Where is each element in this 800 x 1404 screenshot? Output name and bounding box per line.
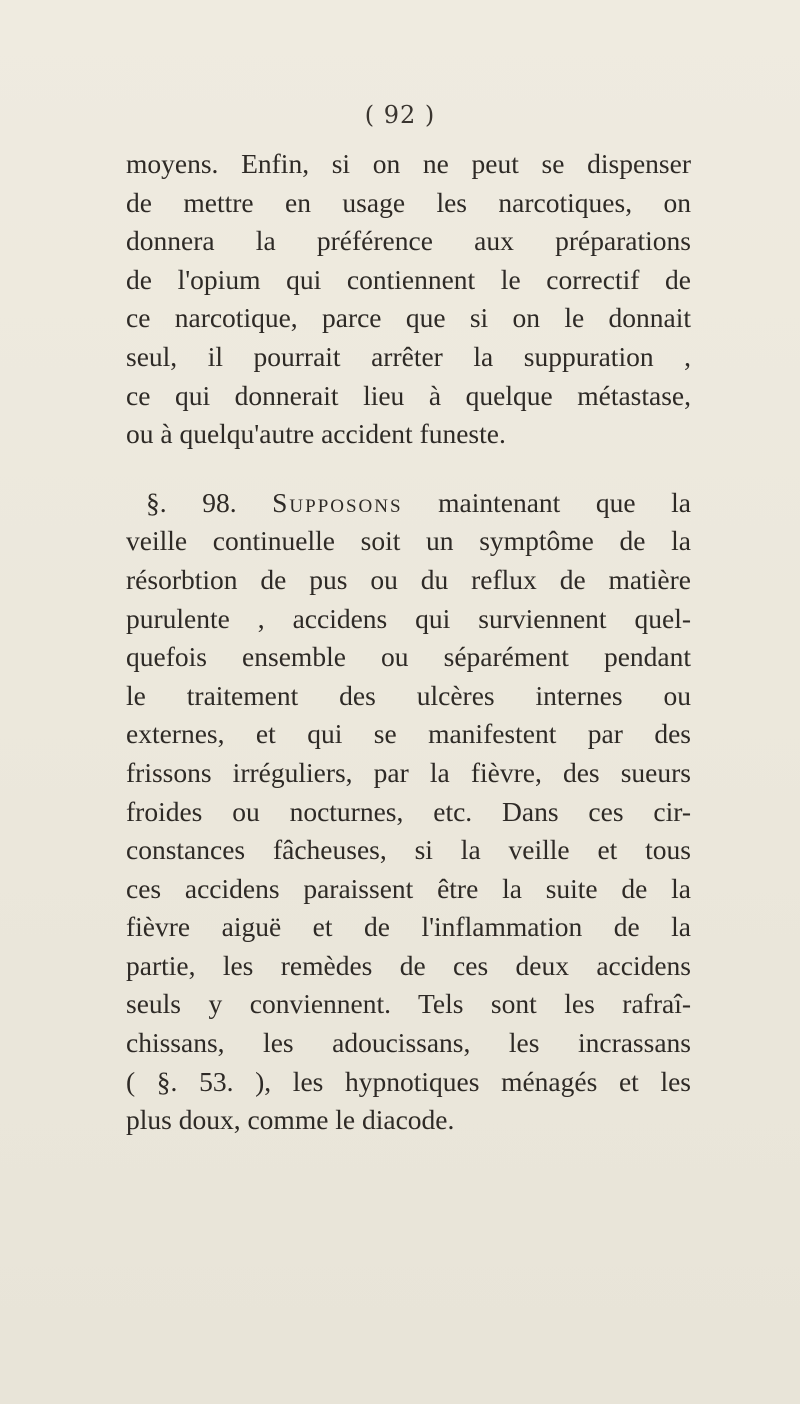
text-line: fièvre aiguë et de l'inflammation de la xyxy=(126,911,691,943)
text-line: frissons irréguliers, par la fièvre, des sueurs xyxy=(126,756,691,788)
body-text xyxy=(126,145,691,1140)
text-line: ou à quelqu'autre accident funeste. xyxy=(126,418,506,450)
text-line: veille continuelle soit un symptôme de la xyxy=(126,525,691,557)
section-lead-rest: maintenant que la xyxy=(438,486,691,518)
text-line: ces accidens paraissent être la suite de la xyxy=(126,872,691,904)
paragraph-gap xyxy=(126,454,691,484)
text-line: partie, les remèdes de ces deux accidens xyxy=(126,949,691,981)
paragraph-2 xyxy=(126,484,691,1140)
text-line: quefois ensemble ou séparément pendant xyxy=(126,641,691,673)
text-line: constances fâcheuses, si la veille et tous xyxy=(126,834,691,866)
text-line: le traitement des ulcères internes ou xyxy=(126,679,691,711)
text-line: ce narcotique, parce que si on le donnait xyxy=(126,302,691,334)
text-line: externes, et qui se manifestent par des xyxy=(126,718,691,750)
text-line: seuls y conviennent. Tels sont les rafraî- xyxy=(126,988,691,1020)
text-line: donnera la préférence aux préparations xyxy=(126,225,691,257)
text-line: seul, il pourrait arrêter la suppuration , xyxy=(126,340,691,372)
text-line: de l'opium qui contiennent le correctif de xyxy=(126,263,691,295)
text-line: moyens. Enfin, si on ne peut se dispenser xyxy=(126,148,691,179)
text-line: résorbtion de pus ou du reflux de matière xyxy=(126,563,691,595)
text-line: purulente , accidens qui surviennent quel- xyxy=(126,602,691,634)
section-number: §. 98. xyxy=(146,486,237,518)
page-number: ( 92 ) xyxy=(364,101,436,129)
text-line: plus doux, comme le diacode. xyxy=(126,1104,455,1136)
paragraph-1 xyxy=(126,145,691,454)
text-line: ce qui donnerait lieu à quelque métastase, xyxy=(126,379,691,411)
text-line: de mettre en usage les narcotiques, on xyxy=(126,186,691,218)
text-line: chissans, les adoucissans, les incrassans xyxy=(126,1027,691,1059)
text-line: ( §. 53. ), les hypnotiques ménagés et les xyxy=(126,1065,691,1097)
section-heading-line xyxy=(126,484,691,523)
section-lead-word: Supposons xyxy=(272,486,403,518)
text-line: froides ou nocturnes, etc. Dans ces cir- xyxy=(126,795,691,827)
